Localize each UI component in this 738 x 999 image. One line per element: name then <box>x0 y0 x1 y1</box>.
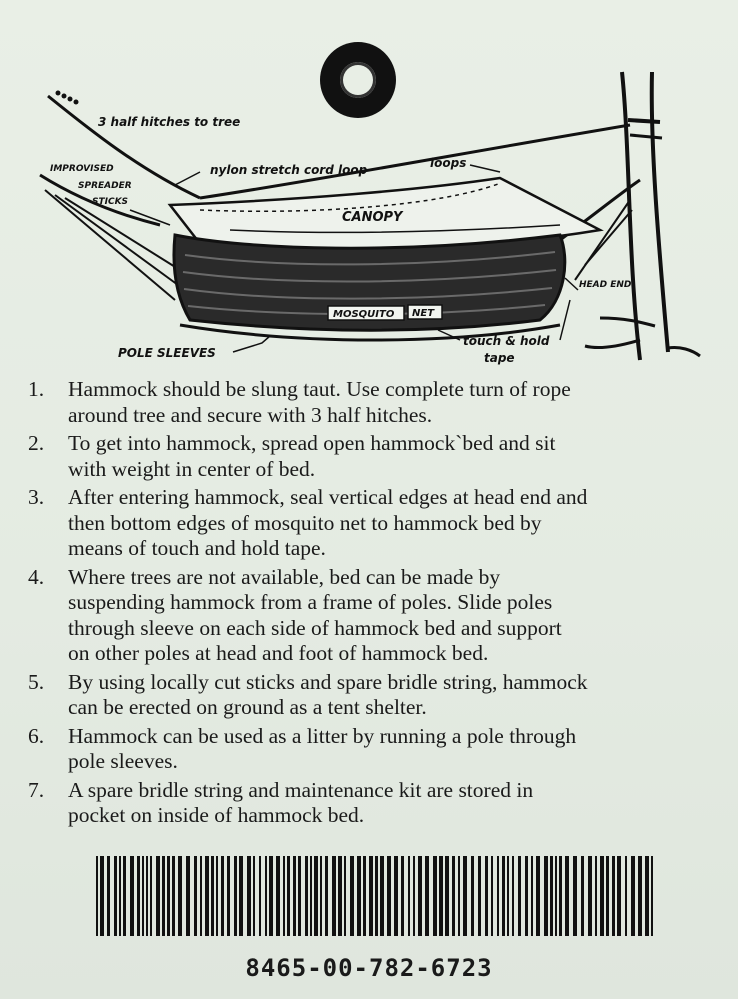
barcode-bar <box>172 856 175 936</box>
barcode-bar <box>200 856 202 936</box>
barcode-bar <box>439 856 443 936</box>
barcode-bar <box>559 856 562 936</box>
instruction-text: Where trees are not available, bed can be made by <box>68 564 501 589</box>
barcode-bar <box>588 856 592 936</box>
barcode-bar <box>265 856 267 936</box>
instruction-number: 3. <box>28 485 45 509</box>
barcode-bar <box>478 856 481 936</box>
barcode-bar <box>491 856 493 936</box>
barcode-bar <box>156 856 160 936</box>
barcode-bar <box>357 856 361 936</box>
barcode-bar <box>631 856 635 936</box>
label-pole-sleeves: POLE SLEEVES <box>118 346 216 360</box>
barcode-bar <box>375 856 378 936</box>
barcode-bar <box>298 856 301 936</box>
instruction-text: with weight in center of bed. <box>68 456 316 481</box>
instruction-text: pole sleeves. <box>68 749 178 773</box>
barcode-bar <box>606 856 609 936</box>
label-half-hitches: 3 half hitches to tree <box>98 115 241 129</box>
barcode-bar <box>595 856 597 936</box>
barcode-bar <box>338 856 342 936</box>
instruction-number: 5. <box>28 669 45 694</box>
instruction-text: on other poles at head and foot of hammock bed. <box>68 641 489 665</box>
barcode-bar <box>259 856 261 936</box>
instruction-number: 4. <box>28 564 45 589</box>
barcode-bar <box>418 856 422 936</box>
barcode-bar <box>305 856 308 936</box>
instruction-text: through sleeve on each side of hammock bed and support <box>68 615 562 640</box>
barcode-bar <box>146 856 148 936</box>
barcode-bar <box>205 856 209 936</box>
instruction-number: 6. <box>28 723 45 748</box>
barcode-bar <box>394 856 398 936</box>
barcode-bar <box>107 856 110 936</box>
barcode-bar <box>150 856 152 936</box>
barcode-bar <box>502 856 505 936</box>
barcode-bar <box>178 856 182 936</box>
instruction-number: 2. <box>28 431 45 455</box>
barcode-bar <box>531 856 533 936</box>
barcode-bar <box>413 856 415 936</box>
instruction-text: means of touch and hold tape. <box>68 536 326 560</box>
instruction-text: To get into hammock, spread open hammock`bed and sit <box>68 431 556 455</box>
barcode-bar <box>276 856 280 936</box>
instruction-number: 7. <box>28 777 45 802</box>
barcode-bar <box>600 856 604 936</box>
barcode-bar <box>369 856 373 936</box>
barcode-bar <box>512 856 514 936</box>
barcode-bar <box>325 856 328 936</box>
barcode-bar <box>507 856 509 936</box>
barcode-bar <box>344 856 346 936</box>
barcode-bar <box>211 856 214 936</box>
barcode-bar <box>283 856 285 936</box>
barcode-bar <box>363 856 366 936</box>
instruction-text: pocket on inside of hammock bed. <box>68 803 365 827</box>
barcode-bar <box>536 856 540 936</box>
barcode-bar <box>253 856 255 936</box>
barcode-bar <box>380 856 384 936</box>
barcode-bar <box>387 856 391 936</box>
instruction-number: 1. <box>28 377 45 401</box>
label-net: NET <box>412 308 435 319</box>
barcode-bar <box>497 856 499 936</box>
barcode-bar <box>555 856 557 936</box>
barcode-bar <box>100 856 104 936</box>
label-sticks: STICKS <box>92 197 129 207</box>
barcode-bar <box>350 856 354 936</box>
hammock-illustration <box>0 60 738 380</box>
barcode-bar <box>332 856 336 936</box>
label-cord-loop: nylon stretch cord loop <box>210 163 368 177</box>
barcode-bar <box>525 856 528 936</box>
barcode-bar <box>137 856 140 936</box>
barcode-bar <box>550 856 553 936</box>
barcode-bar <box>471 856 474 936</box>
barcode-bar <box>186 856 190 936</box>
barcode-bar <box>320 856 322 936</box>
barcode-bar <box>221 856 224 936</box>
instruction-item <box>28 670 728 721</box>
instruction-list <box>28 377 728 832</box>
barcode-bar <box>425 856 429 936</box>
instruction-text: around tree and secure with 3 half hitches. <box>68 402 433 427</box>
barcode-bar <box>401 856 404 936</box>
instruction-text: then bottom edges of mosquito net to hammock bed by <box>68 510 542 535</box>
barcode-bar <box>638 856 642 936</box>
instruction-text: Hammock should be slung taut. Use complete turn of rope <box>68 377 571 401</box>
label-improvised: IMPROVISED <box>50 164 114 174</box>
barcode-bar <box>119 856 121 936</box>
barcode-bar <box>123 856 126 936</box>
instruction-text: Hammock can be used as a litter by running a pole through <box>68 723 577 748</box>
label-touch-hold: touch & hold <box>463 334 550 348</box>
instruction-item <box>28 724 728 775</box>
barcode-bar <box>581 856 584 936</box>
label-canopy: CANOPY <box>342 210 403 225</box>
barcode-bar <box>194 856 197 936</box>
barcode-bar <box>617 856 621 936</box>
barcode-bar <box>463 856 467 936</box>
barcode-bar <box>651 856 653 936</box>
label-spreader: SPREADER <box>78 181 132 191</box>
barcode-bar <box>310 856 312 936</box>
barcode-bar <box>544 856 548 936</box>
barcode-bar <box>433 856 437 936</box>
barcode-bar <box>216 856 218 936</box>
barcode-bar <box>612 856 615 936</box>
instruction-item <box>28 431 728 482</box>
instruction-text: After entering hammock, seal vertical edges at head end and <box>68 485 588 509</box>
barcode-bar <box>239 856 243 936</box>
barcode-bar <box>293 856 296 936</box>
label-loops: loops <box>430 156 467 170</box>
instruction-text: can be erected on ground as a tent shelter. <box>68 695 427 719</box>
barcode-bar <box>645 856 649 936</box>
label-head-end: HEAD END <box>579 280 632 290</box>
instruction-item <box>28 377 728 428</box>
barcode-bar <box>96 856 98 936</box>
barcode-bar <box>130 856 134 936</box>
barcode-bar <box>445 856 449 936</box>
barcode-bar <box>625 856 627 936</box>
barcode-bar <box>458 856 460 936</box>
barcode-bar <box>234 856 237 936</box>
label-tape: tape <box>484 351 515 365</box>
barcode-bar <box>518 856 521 936</box>
instruction-text: A spare bridle string and maintenance kit are stored in <box>68 777 534 802</box>
barcode-bar <box>142 856 144 936</box>
label-mosquito: MOSQUITO <box>333 309 395 320</box>
barcode-bar <box>408 856 410 936</box>
instruction-item <box>28 485 728 562</box>
barcode-bar <box>227 856 230 936</box>
barcode-bar <box>162 856 165 936</box>
barcode-bar <box>573 856 577 936</box>
instruction-text: suspending hammock from a frame of poles. Slide poles <box>68 590 553 614</box>
barcode-bar <box>269 856 273 936</box>
barcode-bar <box>485 856 488 936</box>
instruction-item <box>28 565 728 667</box>
barcode-bar <box>452 856 455 936</box>
instruction-item <box>28 778 728 829</box>
barcode <box>96 856 656 936</box>
barcode-bar <box>167 856 170 936</box>
stock-number: 8465-00-782-6723 <box>245 954 493 982</box>
instruction-text: By using locally cut sticks and spare bridle string, hammock <box>68 669 588 694</box>
barcode-bar <box>114 856 117 936</box>
barcode-bar <box>314 856 318 936</box>
barcode-bar <box>287 856 290 936</box>
barcode-bar <box>565 856 569 936</box>
barcode-bar <box>247 856 251 936</box>
